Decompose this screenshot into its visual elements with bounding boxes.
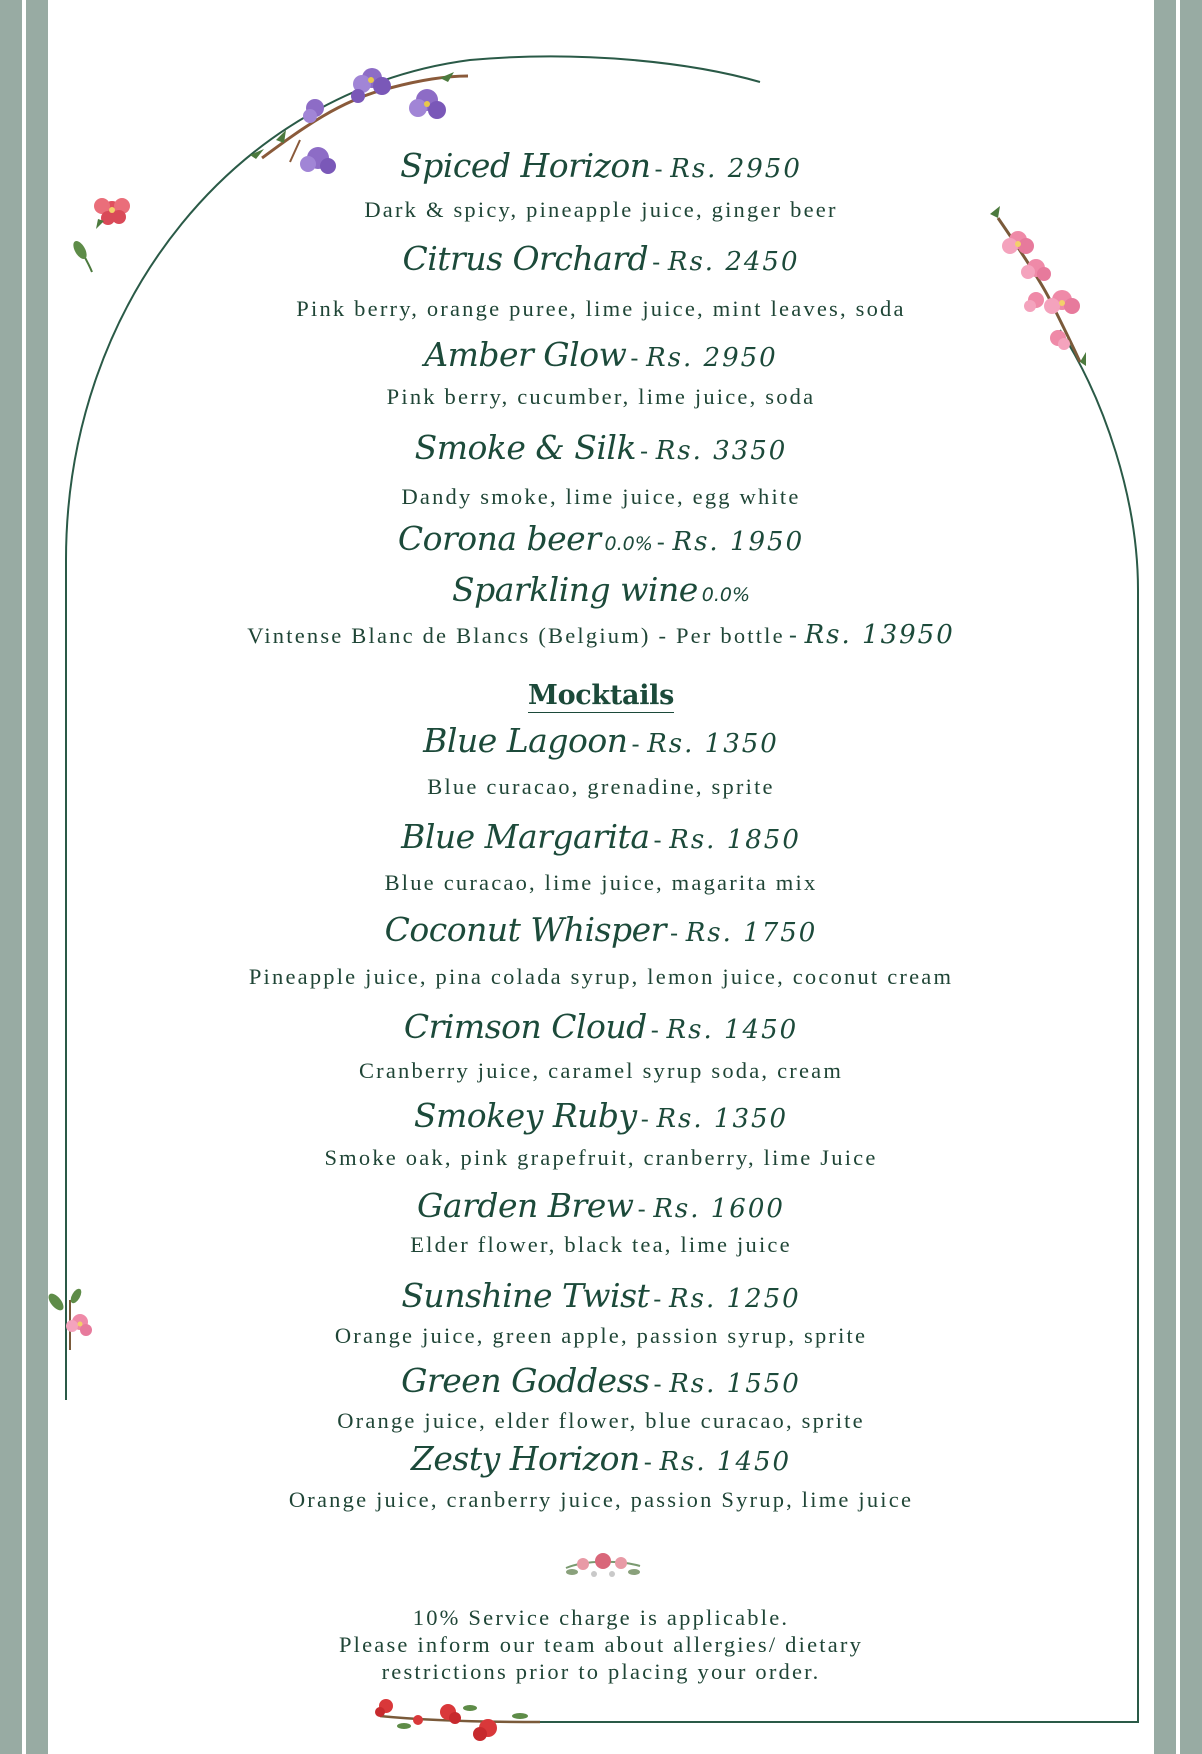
section-heading-wrapper bbox=[150, 680, 1052, 713]
menu-item-coconut-whisper: Coconut Whisper - Rs. 1750 bbox=[384, 910, 818, 949]
item-price: Rs. 1950 bbox=[672, 527, 805, 557]
item-name: Zesty Horizon bbox=[410, 1439, 640, 1478]
footer-service-charge: 10% Service charge is applicable. bbox=[412, 1605, 790, 1630]
item-price: Rs. 1450 bbox=[666, 1015, 799, 1045]
menu-item-sparkling-wine bbox=[150, 570, 1052, 609]
item-description: Blue curacao, grenadine, sprite bbox=[427, 774, 775, 799]
item-name: Corona beer bbox=[397, 519, 601, 558]
menu-item-spiced-horizon: Spiced Horizon - Rs. 2950 bbox=[400, 146, 802, 185]
menu-item-citrus-orchard: Citrus Orchard - Rs. 2450 bbox=[402, 239, 800, 278]
menu-item-sunshine-twist: Sunshine Twist - Rs. 1250 bbox=[401, 1276, 801, 1315]
item-name: Blue Lagoon bbox=[423, 721, 628, 760]
menu-item-blue-lagoon: Blue Lagoon - Rs. 1350 bbox=[423, 721, 779, 760]
item-price: Rs. 13950 bbox=[804, 620, 955, 650]
item-description: Vintense Blanc de Blancs (Belgium) - Per bottle bbox=[247, 623, 785, 648]
item-name: Amber Glow bbox=[424, 335, 627, 374]
menu-item-smoke-and-silk: Smoke & Silk - Rs. 3350 bbox=[414, 428, 788, 467]
item-name: Sparkling wine bbox=[451, 570, 698, 609]
item-name: Blue Margarita bbox=[401, 817, 650, 856]
footer-allergy-note: Please inform our team about allergies/ dietary bbox=[338, 1632, 864, 1657]
item-name: Smoke & Silk bbox=[414, 428, 636, 467]
item-price: Rs. 3350 bbox=[655, 436, 788, 466]
item-name: Citrus Orchard bbox=[402, 239, 649, 278]
section-heading-mocktails: Mocktails bbox=[527, 680, 675, 711]
sparkling-wine-detail: Vintense Blanc de Blancs (Belgium) - Per bottle - Rs. 13950 bbox=[247, 620, 955, 650]
item-price: Rs. 1750 bbox=[685, 918, 818, 948]
menu-item-green-goddess: Green Goddess - Rs. 1550 bbox=[401, 1361, 801, 1400]
item-tag: 0.0% bbox=[604, 533, 653, 555]
menu-item-smokey-ruby: Smokey Ruby - Rs. 1350 bbox=[413, 1096, 789, 1135]
item-price: Rs. 1600 bbox=[653, 1194, 785, 1224]
item-description: Blue curacao, lime juice, magarita mix bbox=[384, 870, 818, 895]
item-description: Pink berry, orange puree, lime juice, mint leaves, soda bbox=[296, 296, 906, 321]
item-description: Elder flower, black tea, lime juice bbox=[410, 1232, 792, 1257]
item-name: Sunshine Twist bbox=[401, 1276, 650, 1315]
item-name: Green Goddess bbox=[401, 1361, 650, 1400]
item-name: Crimson Cloud bbox=[403, 1007, 647, 1046]
item-price: Rs. 2950 bbox=[670, 154, 802, 184]
item-description: Dandy smoke, lime juice, egg white bbox=[401, 484, 801, 509]
item-price: Rs. 1450 bbox=[659, 1447, 792, 1477]
item-name: Coconut Whisper bbox=[384, 910, 666, 949]
menu-item-amber-glow: Amber Glow - Rs. 2950 bbox=[424, 335, 778, 374]
item-name: Spiced Horizon bbox=[400, 146, 651, 185]
item-description: Dark & spicy, pineapple juice, ginger beer bbox=[364, 197, 838, 222]
item-description: Orange juice, elder flower, blue curacao, sprite bbox=[337, 1408, 865, 1433]
menu-item-corona-beer: Corona beer 0.0% - Rs. 1950 bbox=[397, 519, 805, 558]
item-description: Orange juice, green apple, passion syrup, sprite bbox=[334, 1323, 868, 1348]
item-price: Rs. 1550 bbox=[669, 1369, 801, 1399]
item-description: Pink berry, cucumber, lime juice, soda bbox=[386, 384, 816, 409]
item-price: Rs. 1250 bbox=[669, 1284, 801, 1314]
item-description: Orange juice, cranberry juice, passion Syrup, lime juice bbox=[288, 1487, 914, 1512]
item-tag: 0.0% bbox=[701, 584, 751, 606]
item-price: Rs. 1850 bbox=[669, 825, 801, 855]
item-description: Smoke oak, pink grapefruit, cranberry, lime Juice bbox=[324, 1145, 878, 1170]
menu-item-blue-margarita: Blue Margarita - Rs. 1850 bbox=[401, 817, 801, 856]
item-price: Rs. 1350 bbox=[656, 1104, 789, 1134]
item-price: Rs. 2450 bbox=[667, 247, 800, 277]
menu-item-garden-brew: Garden Brew - Rs. 1600 bbox=[417, 1186, 785, 1225]
item-name: Smokey Ruby bbox=[413, 1096, 637, 1135]
item-name: Garden Brew bbox=[417, 1186, 634, 1225]
item-description: Pineapple juice, pina colada syrup, lemon juice, coconut cream bbox=[248, 964, 954, 989]
item-price: Rs. 1350 bbox=[647, 729, 779, 759]
item-description: Cranberry juice, caramel syrup soda, cream bbox=[358, 1058, 844, 1083]
menu-item-crimson-cloud: Crimson Cloud - Rs. 1450 bbox=[403, 1007, 799, 1046]
footer-allergy-note-cont: restrictions prior to placing your order. bbox=[381, 1659, 821, 1684]
menu-item-zesty-horizon: Zesty Horizon - Rs. 1450 bbox=[410, 1439, 792, 1478]
item-price: Rs. 2950 bbox=[646, 343, 778, 373]
